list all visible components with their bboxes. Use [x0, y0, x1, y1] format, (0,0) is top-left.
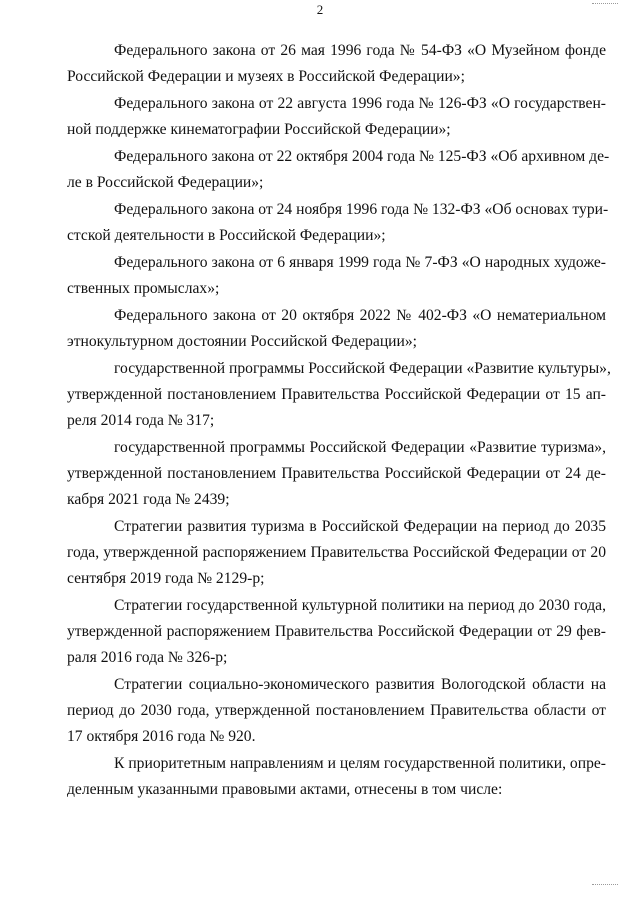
- text-line: 17 октября 2016 года № 920.: [67, 728, 256, 745]
- text-line: Стратегии социально-экономического развития Вологодской области на: [114, 676, 606, 693]
- scan-artifact: [592, 884, 618, 887]
- text-line: утвержденной постановлением Правительства Российской Федерации от 24 де-: [67, 465, 606, 482]
- text-line: этнокультурном достоянии Российской Федерации»;: [67, 333, 418, 350]
- text-line: ственных промыслах»;: [67, 280, 220, 297]
- text-line: Федерального закона от 20 октября 2022 № 402-ФЗ «О нематериальном: [114, 307, 606, 324]
- page-number: 2: [316, 2, 324, 17]
- text-line: реля 2014 года № 317;: [67, 412, 215, 429]
- text-line: утвержденной распоряжением Правительства Российской Федерации от 29 фев-: [67, 623, 606, 640]
- text-line: Федерального закона от 22 августа 1996 года № 126-ФЗ «О государствен-: [114, 95, 606, 112]
- text-line: К приоритетным направлениям и целям государственной политики, опре-: [114, 755, 606, 772]
- text-line: раля 2016 года № 326-р;: [67, 649, 228, 666]
- text-line: Федерального закона от 22 октября 2004 года № 125-ФЗ «Об архивном де-: [114, 148, 610, 165]
- text-line: Стратегии государственной культурной политики на период до 2030 года,: [114, 597, 606, 614]
- text-line: сентября 2019 года № 2129-р;: [67, 570, 265, 587]
- scan-artifact: [592, 3, 618, 6]
- text-line: ной поддержке кинематографии Российской Федерации»;: [67, 121, 451, 138]
- text-line: Федерального закона от 6 января 1999 года № 7-ФЗ «О народных художе-: [114, 254, 606, 271]
- text-line: государственной программы Российской Федерации «Развитие туризма»,: [114, 439, 606, 456]
- text-line: ле в Российской Федерации»;: [67, 174, 264, 191]
- text-line: Федерального закона от 26 мая 1996 года № 54-ФЗ «О Музейном фонде: [114, 42, 606, 59]
- text-line: стской деятельности в Российской Федерации»;: [67, 227, 386, 244]
- text-line: Стратегии развития туризма в Российской Федерации на период до 2035: [114, 518, 606, 535]
- text-line: деленным указанными правовыми актами, отнесены в том числе:: [67, 781, 503, 798]
- text-line: период до 2030 года, утвержденной постановлением Правительства области от: [67, 702, 606, 719]
- text-line: государственной программы Российской Федерации «Развитие культуры»,: [114, 360, 611, 377]
- text-line: года, утвержденной распоряжением Правительства Российской Федерации от 20: [67, 544, 606, 561]
- text-line: утвержденной постановлением Правительства Российской Федерации от 15 ап-: [67, 386, 606, 403]
- text-line: Российской Федерации и музеях в Российской Федерации»;: [67, 68, 465, 85]
- text-line: Федерального закона от 24 ноября 1996 года № 132-ФЗ «Об основах тури-: [114, 201, 609, 218]
- text-line: кабря 2021 года № 2439;: [67, 491, 230, 508]
